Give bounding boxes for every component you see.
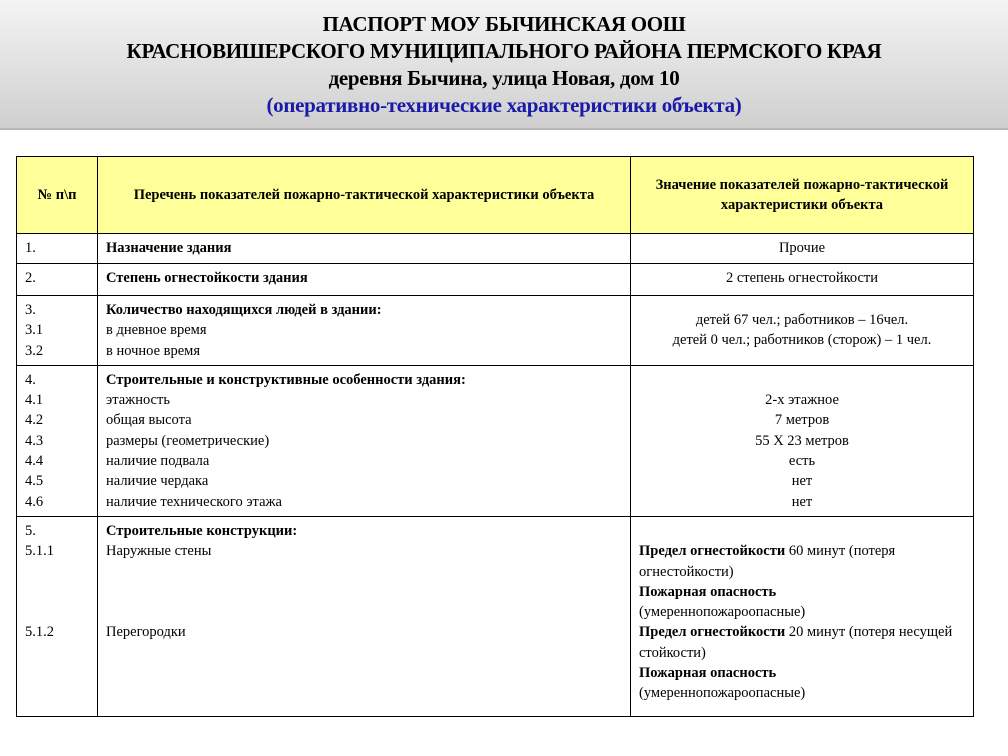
row-numbers: [17, 365, 98, 516]
row-item: общая высота: [106, 412, 192, 429]
value-text: (умереннопожароопасные): [639, 604, 806, 621]
row-item: наличие подвала: [106, 453, 210, 470]
column-header-value: Значение показателей пожарно-тактической характеристики объекта: [631, 157, 974, 234]
table-row: [17, 234, 974, 264]
row-values: [631, 516, 974, 716]
row-title: Степень огнестойкости здания: [98, 264, 631, 296]
column-header-indicator: Перечень показателей пожарно-тактической характеристики объекта: [98, 157, 631, 234]
row-item: наличие технического этажа: [106, 493, 282, 510]
title-line-1: ПАСПОРТ МОУ БЫЧИНСКАЯ ООШ: [322, 12, 686, 36]
row-value: 55 Х 23 метров: [755, 432, 849, 449]
table-row: [17, 516, 974, 716]
row-items: [98, 516, 631, 716]
row-item: в ночное время: [106, 342, 201, 359]
row-value: нет: [791, 473, 813, 490]
row-value: 7 метров: [774, 412, 830, 429]
value-label: Пожарная опасность: [639, 665, 777, 682]
row-items: [98, 365, 631, 516]
row-value: 2 степень огнестойкости: [631, 264, 974, 296]
value-label: Предел огнестойкости: [639, 624, 786, 641]
row-number: 3.: [25, 302, 36, 318]
row-value: [639, 541, 965, 582]
row-value: Прочие: [631, 234, 974, 264]
address-line: деревня Бычина, улица Новая, дом 10: [328, 66, 680, 90]
row-number: 4.4: [25, 453, 44, 470]
row-number: 4.2: [25, 412, 44, 429]
subtitle: (оперативно-технические характеристики объекта): [266, 93, 742, 117]
row-title: Количество находящихся людей в здании:: [106, 302, 382, 318]
value-label: Предел огнестойкости: [639, 543, 786, 560]
row-number: 3.2: [25, 342, 44, 359]
row-number: 4.1: [25, 392, 44, 409]
row-values: [631, 365, 974, 516]
row-value: нет: [791, 493, 813, 510]
value-text: 60 минут (потеря огнестойкости): [639, 543, 896, 580]
value-text: 20 минут (потеря несущей стойкости): [639, 624, 953, 661]
row-title: Строительные и конструктивные особенности здания:: [106, 371, 466, 388]
row-value: [639, 663, 965, 704]
row-item: Перегородки: [106, 624, 186, 641]
table-row: [17, 365, 974, 516]
row-number: 3.1: [25, 322, 44, 339]
row-number: 2.: [17, 264, 98, 296]
row-numbers: [17, 516, 98, 716]
row-title: Строительные конструкции:: [106, 522, 298, 539]
row-item: наличие чердака: [106, 473, 209, 490]
row-number: 5.: [25, 522, 36, 539]
row-number: 4.5: [25, 473, 44, 490]
column-header-number: № п\п: [17, 157, 98, 234]
row-values: [631, 296, 974, 366]
row-item: этажность: [106, 392, 170, 409]
table-row: [17, 264, 974, 296]
row-number: 4.: [25, 371, 36, 388]
row-number: 5.1.2: [25, 624, 54, 641]
row-items: [98, 296, 631, 366]
row-title: Назначение здания: [98, 234, 631, 264]
value-text: (умереннопожароопасные): [639, 685, 806, 702]
row-item: Наружные стены: [106, 543, 212, 560]
row-item: в дневное время: [106, 322, 207, 339]
row-number: 4.3: [25, 432, 44, 449]
row-item: размеры (геометрические): [106, 432, 270, 449]
row-value: [639, 622, 965, 663]
row-number: 4.6: [25, 493, 44, 510]
title-banner: [0, 0, 1008, 130]
row-value: детей 67 чел.; работников – 16чел.: [695, 312, 909, 329]
table-row: [17, 296, 974, 366]
row-value: детей 0 чел.; работников (сторож) – 1 чел.: [672, 332, 932, 349]
title-line-2: КРАСНОВИШЕРСКОГО МУНИЦИПАЛЬНОГО РАЙОНА ПЕРМСКОГО КРАЯ: [126, 39, 882, 63]
row-value: [639, 582, 965, 623]
row-number: 5.1.1: [25, 543, 54, 560]
row-value: 2-х этажное: [765, 392, 839, 409]
row-value: есть: [788, 453, 816, 470]
table-header-row: [17, 157, 974, 234]
row-number: 1.: [17, 234, 98, 264]
row-numbers: [17, 296, 98, 366]
passport-table: [16, 156, 974, 717]
value-label: Пожарная опасность: [639, 583, 777, 600]
